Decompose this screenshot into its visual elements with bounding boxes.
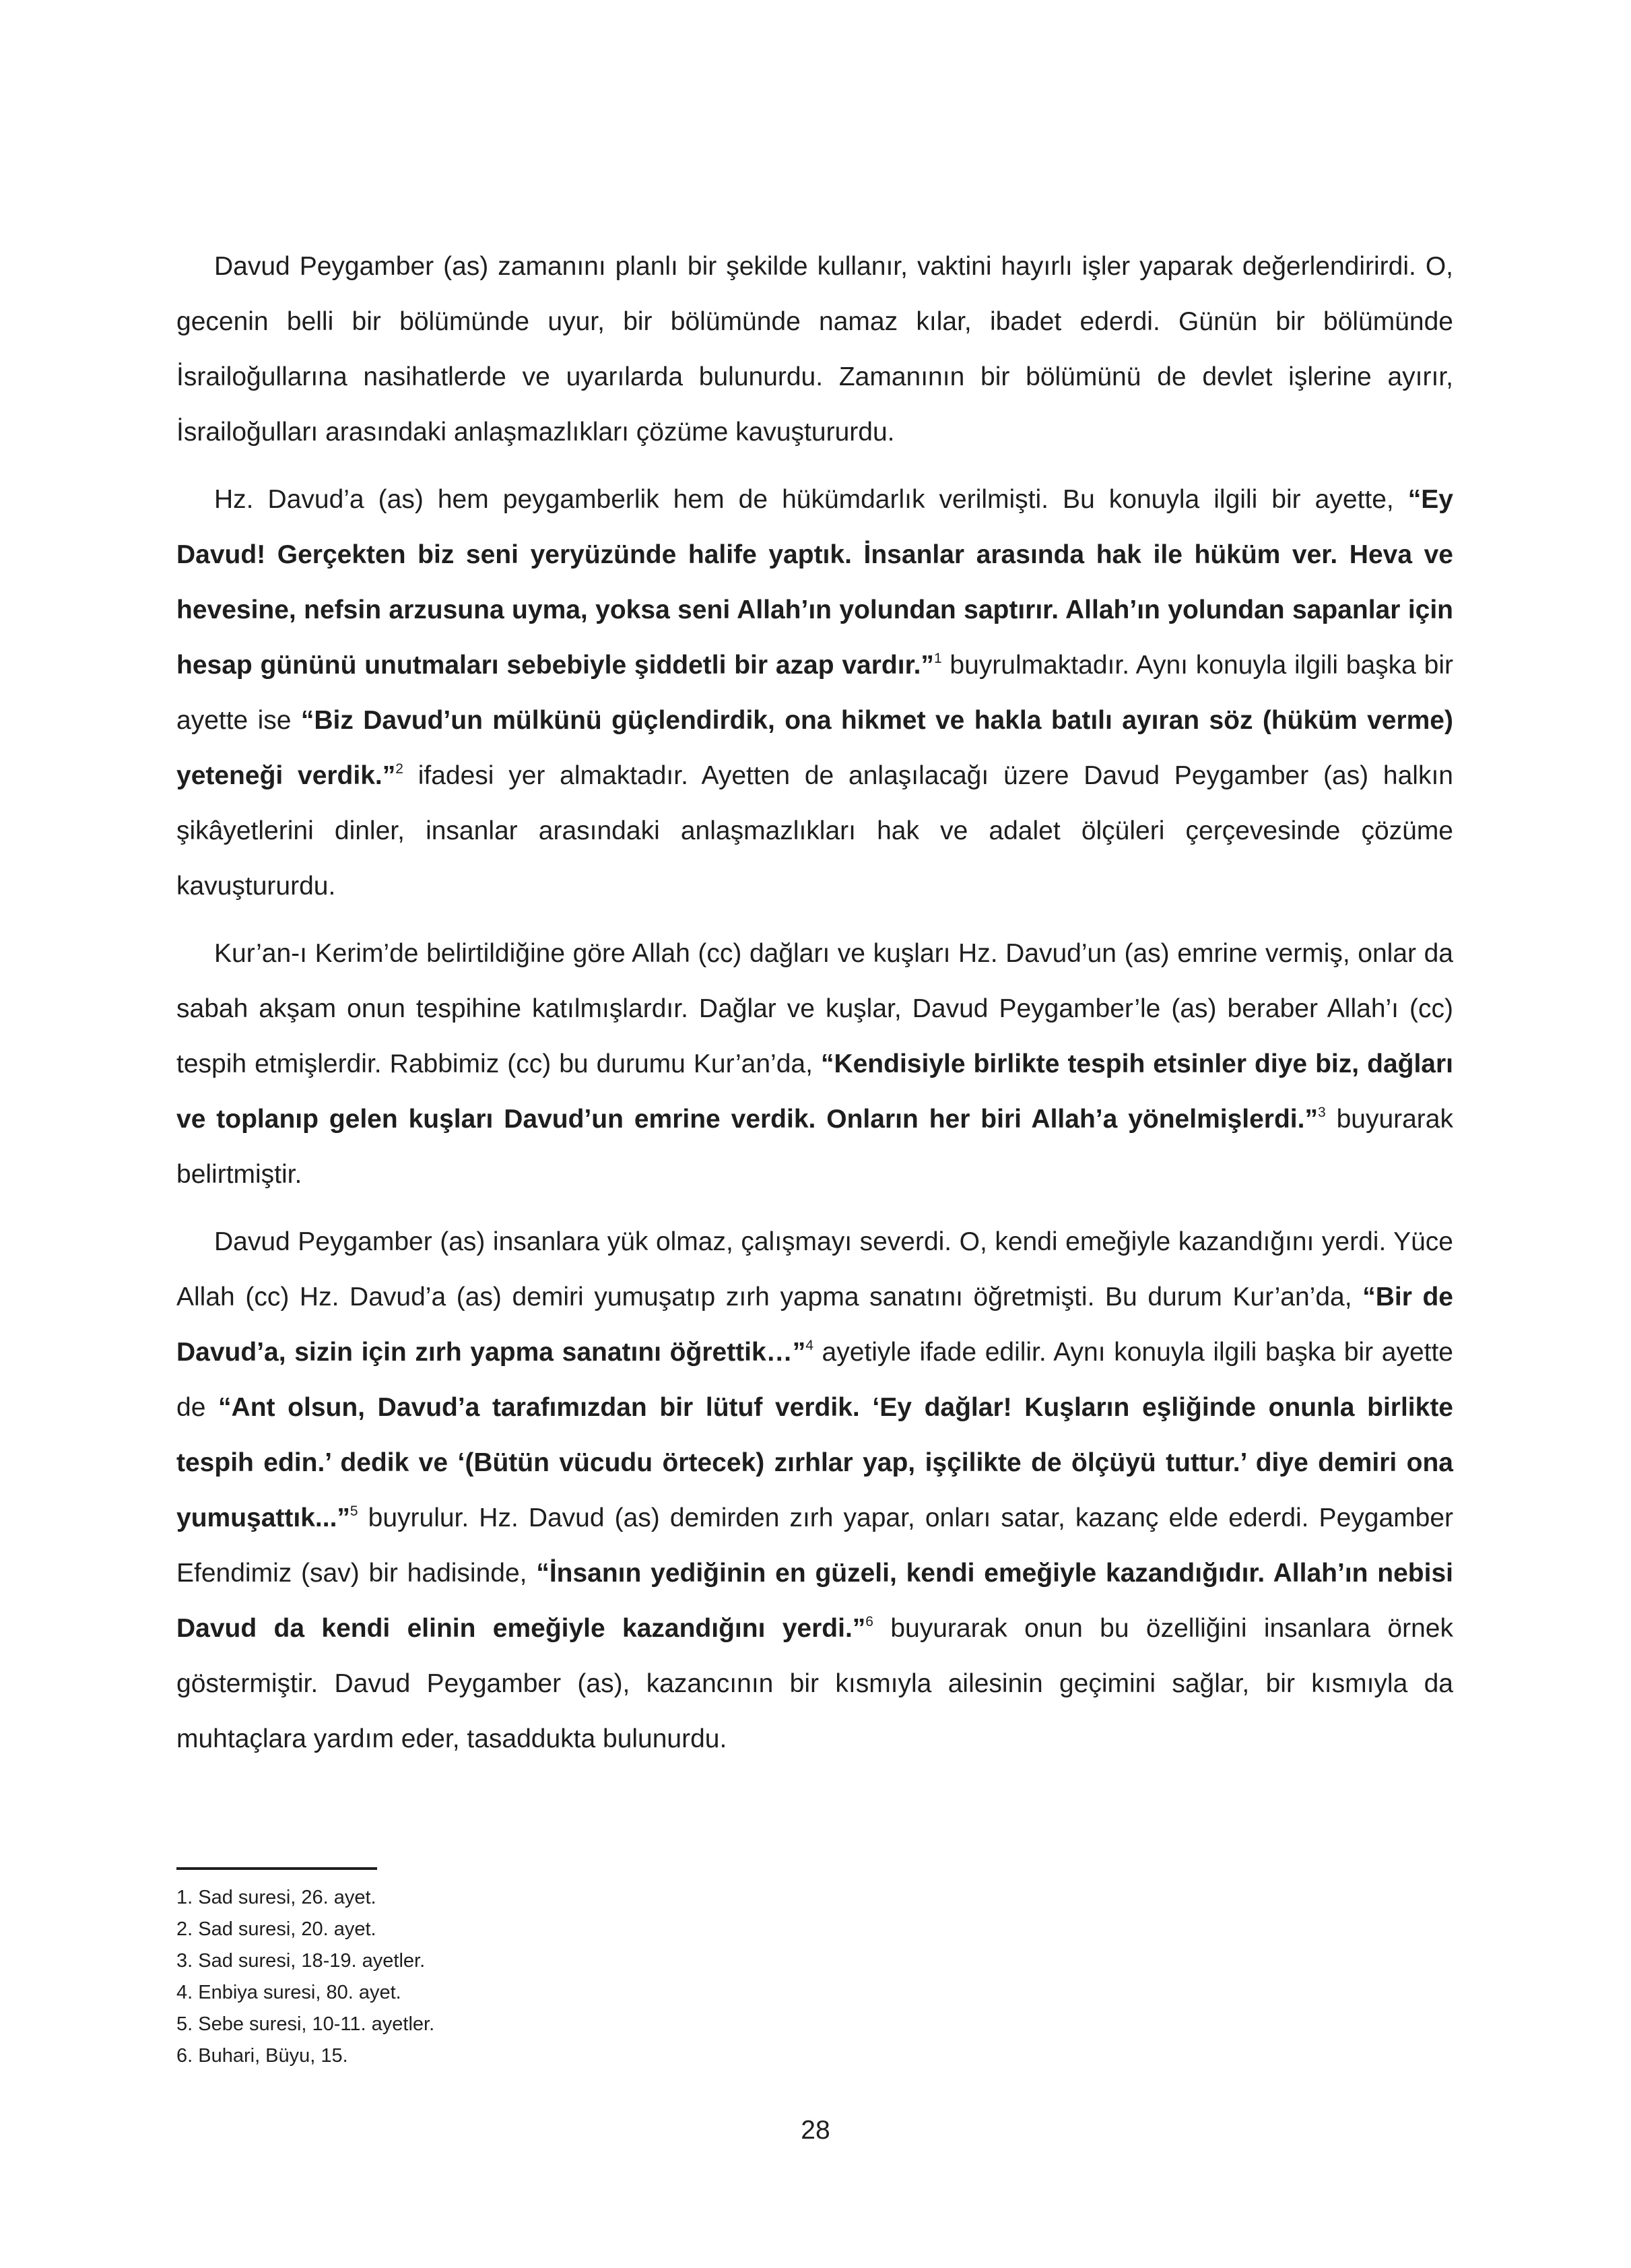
paragraph xyxy=(176,926,1453,1202)
body-text xyxy=(176,239,1453,1779)
footnote-reference: 3 xyxy=(1317,1105,1326,1120)
quote-text: “İnsanın yediğinin en güzeli, kendi emeğiyle kazandığıdır. Allah’ın nebisi Davud da kendi elinin emeğiyle kazandığını yerdi.” xyxy=(176,1559,1453,1643)
footnote-reference: 2 xyxy=(395,761,403,777)
text-segment: ifadesi yer almaktadır. Ayetten de anlaşılacağı üzere Davud Peygamber (as) halkın şikâyetlerini dinler, insanlar arasındaki anlaşmazlıkları hak ve adalet ölçüleri çerçevesinde çözüme kavuştururdu. xyxy=(176,761,1453,901)
quote-text: “Ey Davud! Gerçekten biz seni yeryüzünde halife yaptık. İnsanlar arasında hak ile hüküm ver. Heva ve hevesine, nefsin arzusuna uyma, yoksa seni Allah’ın yolundan saptırır. Allah’ın yolundan sapanlar için hesap gününü unutmaları sebebiyle şiddetli bir azap vardır.” xyxy=(176,485,1453,680)
text-segment: buyrulmaktadır. Aynı konuyla ilgili başka bir ayette ise xyxy=(176,651,1454,735)
quote-text: “Ant olsun, Davud’a tarafımızdan bir lütuf verdik. ‘Ey dağlar! Kuşların eşliğinde onunla birlikte tespih edin.’ dedik ve ‘(Bütün vücudu örtecek) zırhlar yap, işçilikte de ölçüyü tuttur.’ diye demiri ona yumuşattık...” xyxy=(176,1393,1453,1532)
footnote-item: 2. Sad suresi, 20. ayet. xyxy=(176,1918,376,1940)
footnote-item: 5. Sebe suresi, 10-11. ayetler. xyxy=(176,2013,435,2035)
quote-text: “Biz Davud’un mülkünü güçlendirdik, ona hikmet ve hakla batılı ayıran söz (hüküm verme) yeteneği verdik.” xyxy=(176,706,1453,790)
footnote-item: 3. Sad suresi, 18-19. ayetler. xyxy=(176,1950,426,1972)
footnote-item: 1. Sad suresi, 26. ayet. xyxy=(176,1887,376,1908)
footnote-reference: 1 xyxy=(933,651,942,666)
footnote-reference: 4 xyxy=(805,1338,813,1353)
footnote-reference: 5 xyxy=(350,1503,358,1519)
paragraph xyxy=(176,1214,1453,1767)
text-segment: Kur’an-ı Kerim’de belirtildiğine göre Allah (cc) dağları ve kuşları Hz. Davud’un (as) emrine vermiş, onlar da sabah akşam onun tespihine katılmışlardır. Dağlar ve kuşlar, Davud Peygamber’le (as) beraber Allah’ı (cc) tespih etmişlerdir. Rabbimiz (cc) bu durumu Kur’an’da, xyxy=(176,939,1453,1078)
footnote-divider xyxy=(176,1867,377,1870)
text-segment: Davud Peygamber (as) insanlara yük olmaz, çalışmayı severdi. O, kendi emeğiyle kazandığını yerdi. Yüce Allah (cc) Hz. Davud’a (as) demiri yumuşatıp zırh yapma sanatını öğretmişti. Bu durum Kur’an’da, xyxy=(176,1227,1453,1311)
paragraph xyxy=(176,472,1453,914)
quote-text: “Bir de Davud’a, sizin için zırh yapma sanatını öğrettik…” xyxy=(176,1283,1453,1367)
text-segment: buyrulur. Hz. Davud (as) demirden zırh yapar, onları satar, kazanç elde ederdi. Peygamber Efendimiz (sav) bir hadisinde, xyxy=(176,1503,1453,1588)
footnote-list xyxy=(176,1882,985,2072)
text-segment: buyurarak belirtmiştir. xyxy=(176,1105,1453,1189)
paragraph xyxy=(176,239,1453,460)
text-segment: Davud Peygamber (as) zamanını planlı bir şekilde kullanır, vaktini hayırlı işler yaparak değerlendirirdi. O, gecenin belli bir bölümünde uyur, bir bölümünde namaz kılar, ibadet ederdi. Günün bir bölümünde İsrailoğullarına nasihatlerde ve uyarılarda bulunurdu. Zamanının bir bölümünü de devlet işlerine ayırır, İsrailoğulları arasındaki anlaşmazlıkları çözüme kavuştururdu. xyxy=(176,252,1453,447)
footnote-item: 4. Enbiya suresi, 80. ayet. xyxy=(176,1982,401,2003)
quote-text: “Kendisiyle birlikte tespih etsinler diye biz, dağları ve toplanıp gelen kuşları Davud’un emrine verdik. Onların her biri Allah’a yönelmişlerdi.” xyxy=(176,1049,1453,1134)
page-number: 28 xyxy=(801,2116,830,2145)
footnote-item: 6. Buhari, Büyu, 15. xyxy=(176,2045,348,2067)
text-segment: ayetiyle ifade edilir. Aynı konuyla ilgili başka bir ayette de xyxy=(176,1338,1453,1422)
footnote-reference: 6 xyxy=(865,1614,873,1629)
text-segment: buyurarak onun bu özelliğini insanlara örnek göstermiştir. Davud Peygamber (as), kazancının bir kısmıyla ailesinin geçimini sağlar, bir kısmıyla da muhtaçlara yardım eder, tasaddukta bulunurdu. xyxy=(176,1614,1453,1753)
text-segment: Hz. Davud’a (as) hem peygamberlik hem de hükümdarlık verilmişti. Bu konuyla ilgili bir ayette, xyxy=(214,485,1408,514)
